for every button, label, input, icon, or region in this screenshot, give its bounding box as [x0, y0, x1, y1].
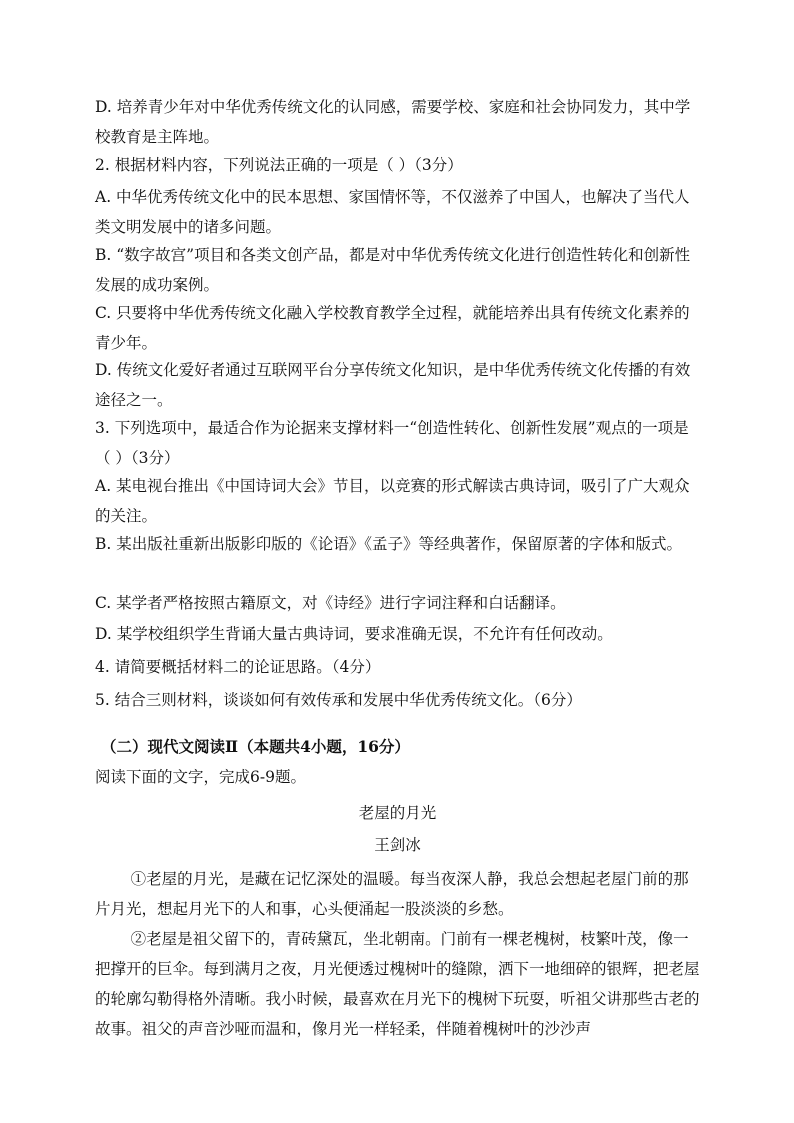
- article-paragraph-1: ①老屋的月光，是藏在记忆深处的温暖。每当夜深人静，我总会想起老屋门前的那片月光，想起月光下的人和事，心头便涌起一股淡淡的乡愁。: [95, 870, 689, 918]
- q3-stem: 3. 下列选项中，最适合作为论据来支撑材料一“创造性转化、创新性发展”观点的一项是（ ）（3分）: [95, 419, 689, 467]
- q5-stem: 5. 结合三则材料，谈谈如何有效传承和发展中华优秀传统文化。（6分）: [95, 691, 582, 709]
- q2-option-d: D. 传统文化爱好者通过互联网平台分享传统文化知识，是中华优秀传统文化传播的有效途径之一。: [95, 361, 691, 409]
- article-author: 王剑冰: [374, 836, 421, 854]
- article-paragraph-2: ②老屋是祖父留下的，青砖黛瓦，坐北朝南。门前有一棵老槐树，枝繁叶茂，像一把撑开的巨伞。每到满月之夜，月光便透过槐树叶的缝隙，洒下一地细碎的银辉，把老屋的轮廓勾勒得格外清晰。我小时候，最喜欢在月光下的槐树下玩耍，听祖父讲那些古老的故事。祖父的声音沙哑而温和，像月光一样轻柔，伴随着槐树叶的沙沙声: [95, 930, 700, 1038]
- reading-instruction: 阅读下面的文字，完成6-9题。: [95, 768, 306, 786]
- q3-option-c: C. 某学者严格按照古籍原文，对《诗经》进行字词注释和白话翻译。: [95, 594, 566, 612]
- q3-option-d: D. 某学校组织学生背诵大量古典诗词，要求准确无误，不允许有任何改动。: [95, 625, 613, 643]
- q2-stem: 2. 根据材料内容，下列说法正确的一项是（ ）（3分）: [95, 156, 463, 174]
- q2-option-c: C. 只要将中华优秀传统文化融入学校教育教学全过程，就能培养出具有传统文化素养的青少年。: [95, 304, 690, 352]
- section-heading: （二）现代文阅读Ⅱ（本题共4小题，16分）: [101, 737, 410, 756]
- q4-stem: 4. 请简要概括材料二的论证思路。（4分）: [95, 658, 381, 676]
- q3-option-b: B. 某出版社重新出版影印版的《论语》《孟子》等经典著作，保留原著的字体和版式。: [95, 535, 682, 553]
- q2-option-a: A. 中华优秀传统文化中的民本思想、家国情怀等，不仅滋养了中国人，也解决了当代人类文明发展中的诸多问题。: [95, 188, 690, 236]
- article-title: 老屋的月光: [358, 804, 437, 822]
- q1-option-d: D. 培养青少年对中华优秀传统文化的认同感，需要学校、家庭和社会协同发力，其中学校教育是主阵地。: [95, 98, 691, 146]
- q2-option-b: B. “数字故宫”项目和各类文创产品，都是对中华优秀传统文化进行创造性转化和创新性发展的成功案例。: [95, 246, 691, 294]
- q3-option-a: A. 某电视台推出《中国诗词大会》节目，以竞赛的形式解读古典诗词，吸引了广大观众的关注。: [95, 477, 690, 525]
